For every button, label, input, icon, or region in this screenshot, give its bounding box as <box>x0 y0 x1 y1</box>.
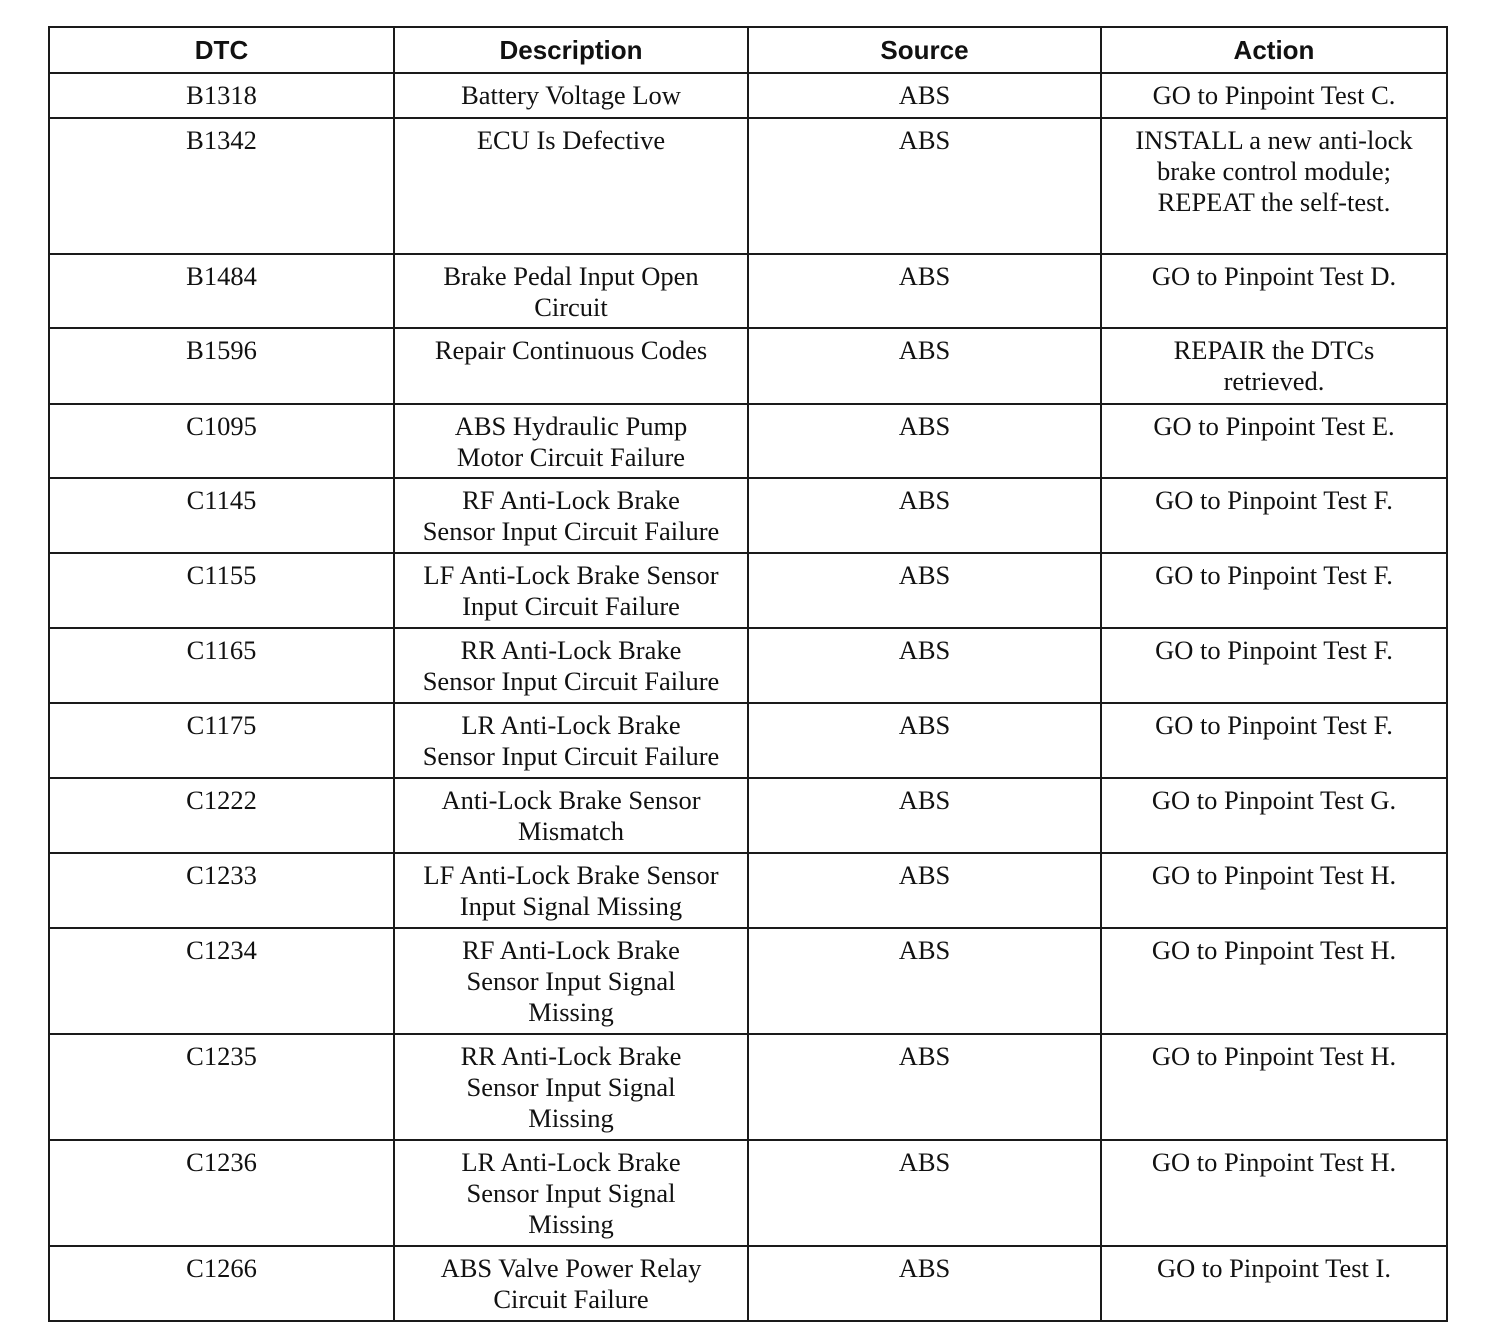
action-cell: GO to Pinpoint Test F. <box>1101 553 1447 628</box>
action-cell: GO to Pinpoint Test F. <box>1101 628 1447 703</box>
table-row <box>49 928 1447 1034</box>
dtc-cell: C1235 <box>49 1034 394 1140</box>
table-row <box>49 778 1447 853</box>
dtc-cell: C1222 <box>49 778 394 853</box>
action-cell: GO to Pinpoint Test E. <box>1101 404 1447 478</box>
dtc-cell: C1155 <box>49 553 394 628</box>
source-cell: ABS <box>748 1246 1101 1321</box>
source-cell: ABS <box>748 73 1101 118</box>
dtc-cell: C1145 <box>49 478 394 553</box>
description-cell: RF Anti-Lock Brake Sensor Input Signal Missing <box>394 928 748 1034</box>
header-action: Action <box>1101 27 1447 73</box>
description-cell: Anti-Lock Brake Sensor Mismatch <box>394 778 748 853</box>
source-cell: ABS <box>748 553 1101 628</box>
description-cell: LR Anti-Lock Brake Sensor Input Signal Missing <box>394 1140 748 1246</box>
table-body <box>49 73 1447 1321</box>
action-cell: GO to Pinpoint Test F. <box>1101 478 1447 553</box>
dtc-cell: C1234 <box>49 928 394 1034</box>
description-cell: Battery Voltage Low <box>394 73 748 118</box>
description-cell: RF Anti-Lock Brake Sensor Input Circuit Failure <box>394 478 748 553</box>
source-cell: ABS <box>748 778 1101 853</box>
source-cell: ABS <box>748 628 1101 703</box>
action-cell: GO to Pinpoint Test C. <box>1101 73 1447 118</box>
action-cell: REPAIR the DTCs retrieved. <box>1101 328 1447 404</box>
table-row <box>49 118 1447 254</box>
header-description: Description <box>394 27 748 73</box>
dtc-cell: B1596 <box>49 328 394 404</box>
source-cell: ABS <box>748 928 1101 1034</box>
description-cell: LF Anti-Lock Brake Sensor Input Circuit Failure <box>394 553 748 628</box>
source-cell: ABS <box>748 254 1101 328</box>
description-cell: ECU Is Defective <box>394 118 748 254</box>
table-row <box>49 628 1447 703</box>
action-cell: GO to Pinpoint Test D. <box>1101 254 1447 328</box>
source-cell: ABS <box>748 1034 1101 1140</box>
dtc-table <box>48 26 1448 1322</box>
description-cell: RR Anti-Lock Brake Sensor Input Signal Missing <box>394 1034 748 1140</box>
dtc-cell: B1484 <box>49 254 394 328</box>
header-dtc: DTC <box>49 27 394 73</box>
table-row <box>49 853 1447 928</box>
action-cell: GO to Pinpoint Test H. <box>1101 1140 1447 1246</box>
action-cell: GO to Pinpoint Test H. <box>1101 928 1447 1034</box>
source-cell: ABS <box>748 703 1101 778</box>
dtc-cell: C1266 <box>49 1246 394 1321</box>
header-row <box>49 27 1447 73</box>
dtc-cell: C1233 <box>49 853 394 928</box>
table-row <box>49 1140 1447 1246</box>
dtc-cell: C1175 <box>49 703 394 778</box>
source-cell: ABS <box>748 1140 1101 1246</box>
action-cell: GO to Pinpoint Test H. <box>1101 853 1447 928</box>
table-row <box>49 1034 1447 1140</box>
dtc-cell: C1095 <box>49 404 394 478</box>
dtc-cell: C1165 <box>49 628 394 703</box>
description-cell: Repair Continuous Codes <box>394 328 748 404</box>
table-row <box>49 703 1447 778</box>
table-row <box>49 328 1447 404</box>
table-row <box>49 478 1447 553</box>
action-cell: GO to Pinpoint Test F. <box>1101 703 1447 778</box>
table-row <box>49 73 1447 118</box>
source-cell: ABS <box>748 118 1101 254</box>
table-row <box>49 404 1447 478</box>
table-row <box>49 1246 1447 1321</box>
description-cell: LF Anti-Lock Brake Sensor Input Signal Missing <box>394 853 748 928</box>
dtc-cell: B1342 <box>49 118 394 254</box>
table-row <box>49 254 1447 328</box>
source-cell: ABS <box>748 404 1101 478</box>
description-cell: Brake Pedal Input Open Circuit <box>394 254 748 328</box>
source-cell: ABS <box>748 478 1101 553</box>
action-cell: GO to Pinpoint Test H. <box>1101 1034 1447 1140</box>
action-cell: GO to Pinpoint Test G. <box>1101 778 1447 853</box>
table-header <box>49 27 1447 73</box>
table-row <box>49 553 1447 628</box>
dtc-cell: C1236 <box>49 1140 394 1246</box>
description-cell: RR Anti-Lock Brake Sensor Input Circuit Failure <box>394 628 748 703</box>
source-cell: ABS <box>748 328 1101 404</box>
action-cell: INSTALL a new anti-lock brake control module; REPEAT the self-test. <box>1101 118 1447 254</box>
header-source: Source <box>748 27 1101 73</box>
description-cell: ABS Hydraulic Pump Motor Circuit Failure <box>394 404 748 478</box>
description-cell: ABS Valve Power Relay Circuit Failure <box>394 1246 748 1321</box>
source-cell: ABS <box>748 853 1101 928</box>
description-cell: LR Anti-Lock Brake Sensor Input Circuit Failure <box>394 703 748 778</box>
dtc-cell: B1318 <box>49 73 394 118</box>
action-cell: GO to Pinpoint Test I. <box>1101 1246 1447 1321</box>
